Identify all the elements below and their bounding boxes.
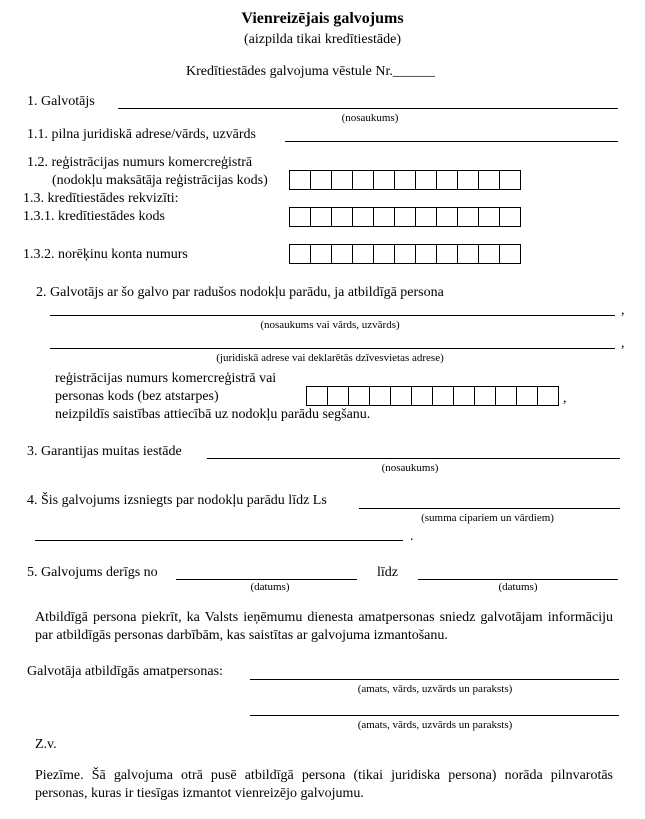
seal-place: Z.v.: [35, 737, 57, 752]
valid-to-caption: (datums): [498, 581, 538, 593]
form-title: Vienreizējais galvojums: [241, 10, 404, 27]
digit-box[interactable]: [415, 207, 437, 227]
amount-field[interactable]: [359, 508, 620, 509]
valid-from-field[interactable]: [176, 579, 357, 580]
digit-box[interactable]: [411, 386, 433, 406]
guarantor-reg-number-boxes[interactable]: [289, 170, 521, 190]
until-label: līdz: [377, 565, 398, 580]
digit-box[interactable]: [289, 207, 311, 227]
digit-box[interactable]: [495, 386, 517, 406]
digit-box[interactable]: [394, 170, 416, 190]
customs-office-label: 3. Garantijas muitas iestāde: [27, 444, 182, 459]
responsible-reg-label-2: personas kods (bez atstarpes): [55, 389, 219, 404]
valid-to-field[interactable]: [418, 579, 618, 580]
customs-office-field[interactable]: [207, 458, 620, 459]
digit-box[interactable]: [289, 170, 311, 190]
digit-box[interactable]: [373, 244, 395, 264]
digit-box[interactable]: [436, 207, 458, 227]
amount-words-field[interactable]: [35, 540, 403, 541]
form-subtitle: (aizpilda tikai kredītiestāde): [243, 32, 402, 47]
digit-box[interactable]: [289, 244, 311, 264]
guarantor-label: 1. Galvotājs: [27, 94, 95, 109]
responsible-address-field[interactable]: [50, 348, 615, 349]
guarantor-address-label: 1.1. pilna juridiskā adrese/vārds, uzvārds: [27, 127, 256, 142]
digit-box[interactable]: [474, 386, 496, 406]
valid-from-caption: (datums): [250, 581, 290, 593]
guarantor-reg-label-1: 1.2. reģistrācijas numurs komercreģistrā: [27, 155, 253, 170]
digit-box[interactable]: [457, 244, 479, 264]
digit-box[interactable]: [369, 386, 391, 406]
digit-box[interactable]: [478, 170, 500, 190]
consent-paragraph: Atbildīgā persona piekrīt, ka Valsts ieņēmumu dienesta amatpersonas sniedz galvotājam informāciju par atbildīgās personas darbībām, kas saistītas ar galvojuma izmantošanu.: [35, 610, 613, 643]
amount-caption: (summa cipariem un vārdiem): [421, 512, 554, 524]
digit-box[interactable]: [331, 207, 353, 227]
guarantor-reg-label-2: (nodokļu maksātāja reģistrācijas kods): [52, 173, 268, 188]
digit-box[interactable]: [327, 386, 349, 406]
digit-box[interactable]: [432, 386, 454, 406]
digit-box[interactable]: [394, 207, 416, 227]
amount-label: 4. Šis galvojums izsniegts par nodokļu parādu līdz Ls: [27, 493, 327, 508]
officials-label: Galvotāja atbildīgās amatpersonas:: [27, 664, 223, 679]
digit-box[interactable]: [373, 170, 395, 190]
digit-box[interactable]: [499, 244, 521, 264]
guarantor-name-field[interactable]: [118, 108, 618, 109]
digit-box[interactable]: [499, 170, 521, 190]
digit-box[interactable]: [306, 386, 328, 406]
responsible-reg-label-1: reģistrācijas numurs komercreģistrā vai: [55, 371, 277, 386]
bank-details-label: 1.3. kredītiestādes rekvizīti:: [23, 191, 179, 206]
digit-box[interactable]: [457, 170, 479, 190]
comma: ,: [621, 303, 625, 318]
letter-reference: Kredītiestādes galvojuma vēstule Nr.______: [186, 64, 435, 79]
digit-box[interactable]: [499, 207, 521, 227]
responsible-reg-boxes[interactable]: [306, 386, 559, 406]
guarantor-address-field[interactable]: [285, 141, 618, 142]
guarantor-name-caption: (nosaukums): [341, 112, 399, 124]
account-number-label: 1.3.2. norēķinu konta numurs: [23, 247, 188, 262]
digit-box[interactable]: [453, 386, 475, 406]
comma: ,: [563, 391, 567, 406]
digit-box[interactable]: [310, 244, 332, 264]
digit-box[interactable]: [352, 170, 374, 190]
official-2-field[interactable]: [250, 715, 619, 716]
digit-box[interactable]: [478, 244, 500, 264]
responsible-name-field[interactable]: [50, 315, 615, 316]
bank-code-boxes[interactable]: [289, 207, 521, 227]
digit-box[interactable]: [310, 207, 332, 227]
bank-code-label: 1.3.1. kredītiestādes kods: [23, 209, 165, 224]
section2-text: 2. Galvotājs ar šo galvo par radušos nodokļu parādu, ja atbildīgā persona: [36, 285, 444, 300]
digit-box[interactable]: [415, 170, 437, 190]
comma: ,: [621, 336, 625, 351]
digit-box[interactable]: [352, 244, 374, 264]
digit-box[interactable]: [331, 170, 353, 190]
digit-box[interactable]: [373, 207, 395, 227]
customs-office-caption: (nosaukums): [381, 462, 439, 474]
digit-box[interactable]: [516, 386, 538, 406]
digit-box[interactable]: [415, 244, 437, 264]
digit-box[interactable]: [352, 207, 374, 227]
period: .: [410, 529, 414, 544]
responsible-name-caption: (nosaukums vai vārds, uzvārds): [260, 319, 400, 331]
note-paragraph: Piezīme. Šā galvojuma otrā pusē atbildīgā persona (tikai juridiska persona) norāda pilnvarotās personas, kuras ir tiesīgas izmantot vienreizējo galvojumu.: [35, 768, 613, 801]
digit-box[interactable]: [331, 244, 353, 264]
digit-box[interactable]: [394, 244, 416, 264]
responsible-address-caption: (juridiskā adrese vai deklarētās dzīvesvietas adrese): [216, 352, 444, 364]
digit-box[interactable]: [348, 386, 370, 406]
digit-box[interactable]: [457, 207, 479, 227]
digit-box[interactable]: [537, 386, 559, 406]
digit-box[interactable]: [310, 170, 332, 190]
official-2-caption: (amats, vārds, uzvārds un paraksts): [357, 719, 513, 731]
digit-box[interactable]: [436, 244, 458, 264]
official-1-field[interactable]: [250, 679, 619, 680]
validity-label: 5. Galvojums derīgs no: [27, 565, 158, 580]
official-1-caption: (amats, vārds, uzvārds un paraksts): [357, 683, 513, 695]
digit-box[interactable]: [390, 386, 412, 406]
digit-box[interactable]: [436, 170, 458, 190]
responsible-failure-text: neizpildīs saistības attiecībā uz nodokļu parādu segšanu.: [55, 407, 371, 422]
digit-box[interactable]: [478, 207, 500, 227]
account-number-boxes[interactable]: [289, 244, 521, 264]
